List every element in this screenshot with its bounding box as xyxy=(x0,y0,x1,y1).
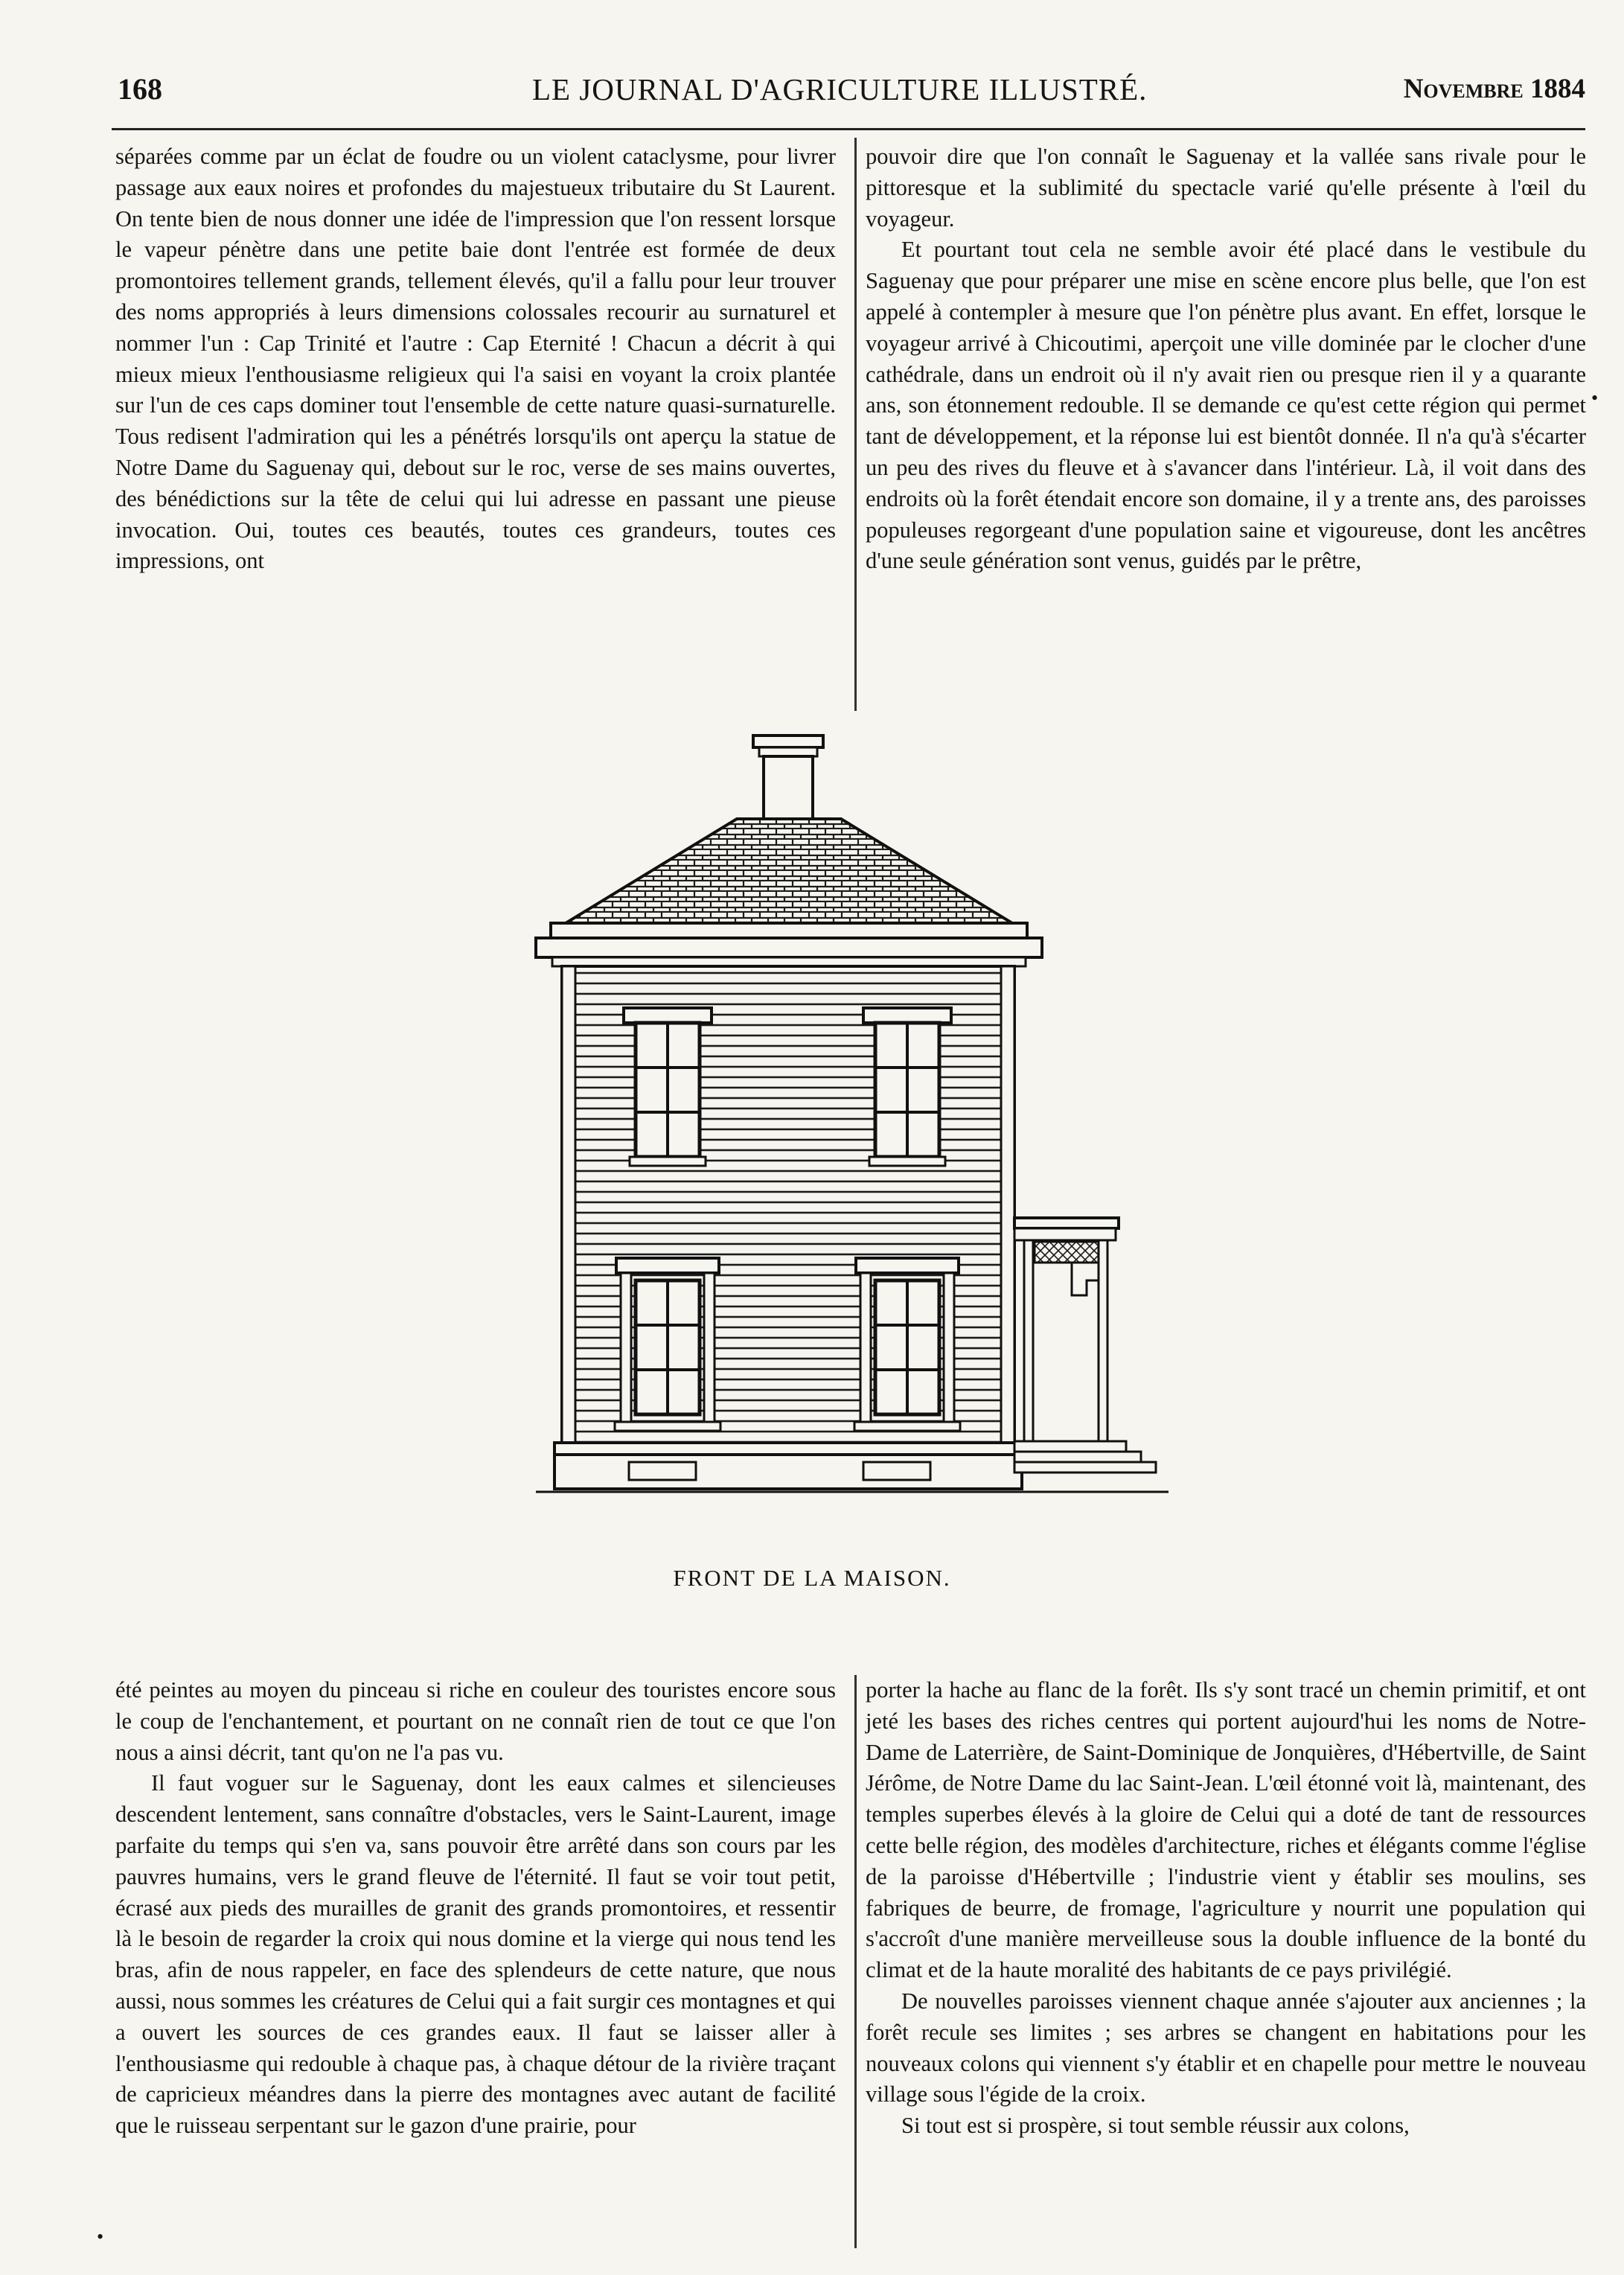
window-lower-right xyxy=(854,1258,960,1431)
page-header xyxy=(112,68,1585,113)
paragraph: pouvoir dire que l'on connaît le Saguenay et la vallée sans rivale pour le pittoresque et la sublimité du spectacle varié qu'elle présente à l'œil du voyageur. xyxy=(866,144,1586,232)
column-bottom-right xyxy=(866,1675,1586,2142)
paragraph: séparées comme par un éclat de foudre ou un violent cataclysme, pour livrer passage aux eaux noires et profondes du majestueux tributaire du St Laurent. On tente bien de nous donner une idée de l'impression que l'on ressent lorsque le vapeur pénètre dans une petite baie dont l'entrée est formée de deux promontoires tellement grands, tellement élevés, qu'il a fallu pour leur trouver des noms appropriés à leurs dimensions colossales recourir au surnaturel et nommer l'un : Cap Trinité et l'autre : Cap Eternité ! Chacun a décrit à qui mieux mieux l'enthousiasme religieux qui l'a saisi en voyant la croix plantée sur l'un de ces caps dominer tout l'ensemble de cette nature quasi-surnaturelle. Tous redisent l'admiration qui les a pénétrés lorsqu'ils ont aperçu la statue de Notre Dame du Saguenay qui, debout sur le roc, verse de ses mains ouvertes, des bénédictions sur la tête de celui qui lui adresse en passant une pieuse invocation. Oui, toutes ces beautés, toutes ces grandeurs, toutes ces impressions, ont xyxy=(115,144,836,574)
print-speck: • xyxy=(1591,387,1599,409)
column-divider-top xyxy=(854,138,857,711)
paragraph: Il faut voguer sur le Saguenay, dont les eaux calmes et silencieuses descendent lentement, sans connaître d'obstacles, vers le Saint-Laurent, image parfaite du temps qui s'en va, sans pouvoir être arrêté dans son cours par les pauvres humains, vers le grand fleuve de l'éternité. Il faut se voir tout petit, écrasé aux pieds des murailles de granit des grands promontoires, et ressentir là le besoin de regarder la croix qui nous domine et la vierge qui nous tend les bras, afin de nous rappeler, en face des splendeurs de cette nature, que nous aussi, nous sommes les créatures de Celui qui a fait surgir ces montagnes et qui a ouvert les sources de ces grandes eaux. Il faut se laisser aller à l'enthousiasme qui redouble à chaque pas, à chaque détour de la rivière traçant de capricieux méandres dans la pierre des montagnes avec autant de facilité que le ruisseau serpentant sur le gazon d'une prairie, pour xyxy=(115,1770,836,2139)
roof xyxy=(536,819,1042,966)
window-upper-left xyxy=(624,1008,712,1166)
paragraph: Et pourtant tout cela ne semble avoir été placé dans le vestibule du Saguenay que pour préparer une mise en scène encore plus belle, que l'on est appelé à contempler à mesure que l'on pénètre plus avant. En effet, lorsque le voyageur arrivé à Chicoutimi, aperçoit une ville dominée par le clocher d'une cathédrale, dans un endroit où il n'y avait rien ou presque rien il y a quarante ans, son étonnement redouble. Il se demande ce qu'est cette région qui permet tant de développement, et la réponse lui est bientôt donnée. Il n'a qu'à s'écarter un peu des rives du fleuve et à s'avancer dans l'intérieur. Là, il voit dans des endroits où la forêt étendait encore son domaine, il y a trente ans, des paroisses populeuses regorgeant d'une population saine et vigoureuse, dont les ancêtres d'une seule génération sont venus, guidés par le prêtre, xyxy=(866,237,1586,574)
column-divider-bottom xyxy=(854,1675,857,2248)
column-top-right xyxy=(866,141,1586,577)
print-speck: • xyxy=(97,2226,104,2247)
header-rule xyxy=(112,128,1585,130)
window-upper-right xyxy=(863,1008,951,1166)
porch xyxy=(1014,1218,1156,1472)
paragraph: Si tout est si prospère, si tout semble réussir aux colons, xyxy=(901,2113,1410,2139)
figure-caption: FRONT DE LA MAISON. xyxy=(673,1565,951,1591)
column-top-left xyxy=(115,141,836,577)
journal-title: LE JOURNAL D'AGRICULTURE ILLUSTRÉ. xyxy=(532,72,1148,106)
issue-date: Novembre 1884 xyxy=(1403,74,1585,104)
window-lower-left xyxy=(615,1258,720,1431)
house-front-illustration xyxy=(424,715,1288,1548)
paragraph: De nouvelles paroisses viennent chaque année s'ajouter aux anciennes ; la forêt recule ses limites ; ses arbres se changent en habitations pour les nouveaux colons qui viennent s'y établir et en chapelle pour mettre le nouveau village sous l'égide de la croix. xyxy=(866,1988,1586,2108)
paragraph: été peintes au moyen du pinceau si riche en couleur des touristes encore sous le coup de l'enchantement, et pourtant on ne connaît rien de tout ce que l'on nous a ainsi décrit, tant qu'on ne l'a pas vu. xyxy=(115,1677,836,1765)
page-number: 168 xyxy=(118,72,162,106)
paragraph: porter la hache au flanc de la forêt. Ils s'y sont tracé un chemin primitif, et ont jeté les bases des riches centres qui portent aujourd'hui les noms de Notre-Dame de Laterrière, de Saint-Dominique de Jonquières, d'Hébertville, de Saint Jérôme, de Notre Dame du lac Saint-Jean. L'œil étonné voit là, maintenant, des temples superbes élevés à la gloire de Celui qui a doté de tant de ressources cette belle région, des modèles d'architecture, riches et élégants comme l'église de la paroisse d'Hébertville ; l'industrie vient y établir ses moulins, ses fabriques de beurre, de fromage, l'agriculture y nourrit une population qui s'accroît d'une manière merveilleuse sous la double influence de la bonté du climat et de la haute moralité des habitants de ce pays privilégié. xyxy=(866,1677,1586,1983)
chimney xyxy=(753,736,823,823)
column-bottom-left xyxy=(115,1675,836,2142)
